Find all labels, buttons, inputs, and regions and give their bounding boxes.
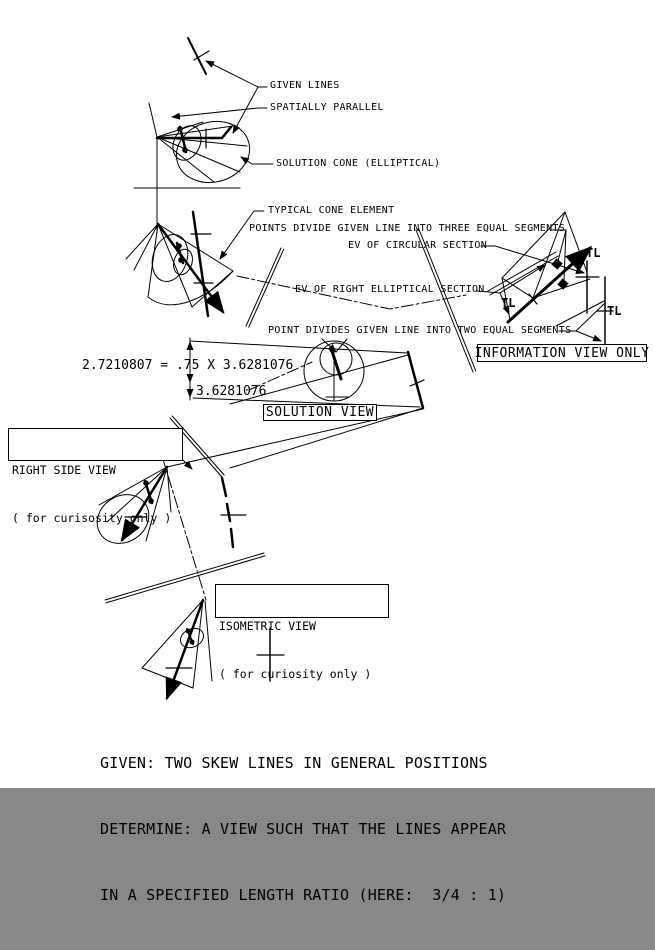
- problem-statement: [100, 708, 506, 950]
- problem-statement-determine: DETERMINE: A VIEW SUCH THAT THE LINES APPEAR: [100, 820, 507, 838]
- problem-statement-ratio: IN A SPECIFIED LENGTH RATIO (HERE: 3/4 : 1): [100, 886, 507, 904]
- right-side-view-title-box: [8, 428, 183, 525]
- isometric-view-title: ISOMETRIC VIEW: [219, 619, 316, 633]
- label-ev-right-elliptical: EV OF RIGHT ELLIPTICAL SECTION: [295, 284, 485, 295]
- dimension-base-length: 3.6281076: [196, 384, 267, 399]
- dimension-ratio-equation: 2.7210807 = .75 X 3.6281076: [82, 358, 294, 373]
- label-point-divides-two: POINT DIVIDES GIVEN LINE INTO TWO EQUAL SEGMENTS: [268, 325, 572, 336]
- label-ev-circular: EV OF CIRCULAR SECTION: [348, 240, 488, 251]
- right-side-view-title: RIGHT SIDE VIEW: [12, 463, 116, 477]
- label-true-length-1: TL: [586, 246, 601, 260]
- information-view-title-box: [474, 344, 650, 362]
- front-view-geometry: [126, 211, 264, 316]
- problem-statement-given: GIVEN: TWO SKEW LINES IN GENERAL POSITIONS: [100, 754, 488, 772]
- solution-view-title: SOLUTION VIEW: [265, 405, 375, 420]
- label-true-length-3: TL: [607, 304, 622, 318]
- right-side-view-subtitle: ( for curisosity only ): [12, 511, 172, 525]
- label-typical-cone-element: TYPICAL CONE ELEMENT: [268, 205, 395, 216]
- label-given-lines: GIVEN LINES: [270, 80, 340, 91]
- label-points-divide-three: POINTS DIVIDE GIVEN LINE INTO THREE EQUAL SEGMENTS: [249, 223, 566, 234]
- label-spatially-parallel: SPATIALLY PARALLEL: [270, 102, 384, 113]
- label-true-length-2: TL: [501, 296, 516, 310]
- isometric-view-title-box: [215, 584, 389, 681]
- information-view-title: INFORMATION VIEW ONLY: [474, 345, 650, 361]
- top-view-geometry: [134, 38, 273, 233]
- isometric-view-subtitle: ( for curiosity only ): [219, 667, 372, 681]
- solution-view-title-box: [263, 404, 377, 421]
- label-solution-cone: SOLUTION CONE (ELLIPTICAL): [276, 158, 441, 169]
